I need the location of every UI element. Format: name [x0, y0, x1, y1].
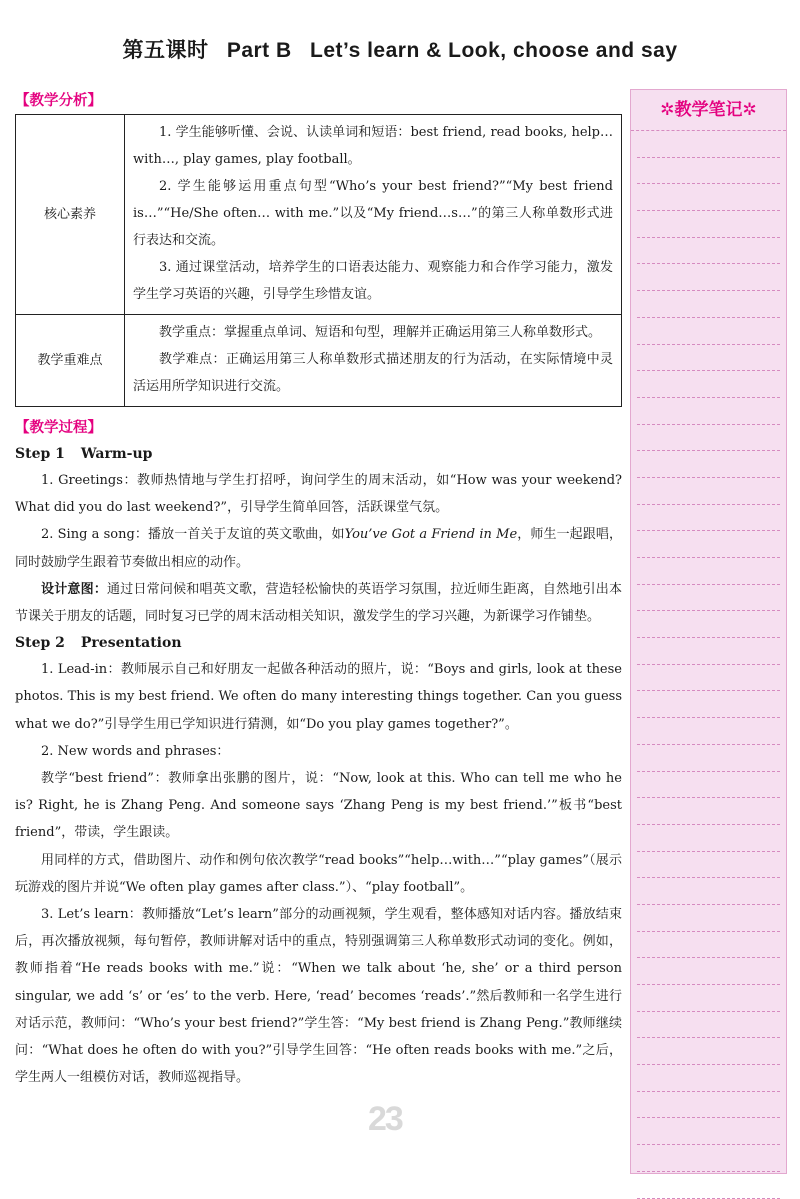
- note-line: [637, 425, 780, 452]
- objective-2: 2. 学生能够运用重点句型“Who’s your best friend?”“My best friend is…”“He/She often… with me.”以及“My friend…s…”的第三人称单数形式进行表达和交流。: [133, 179, 613, 248]
- note-line: [637, 745, 780, 772]
- note-line: [637, 1038, 780, 1065]
- key-point: 教学重点：掌握重点单词、短语和句型，理解并正确运用第三人称单数形式。: [159, 325, 602, 340]
- table-row: [16, 315, 622, 407]
- process-heading: 【教学过程】: [15, 420, 102, 436]
- page-number: 23: [368, 1100, 402, 1138]
- note-line: [637, 878, 780, 905]
- note-line: [637, 238, 780, 265]
- note-line: [637, 291, 780, 318]
- note-line: [637, 772, 780, 799]
- lesson-number: 第五课时: [122, 39, 209, 62]
- note-line: [637, 852, 780, 879]
- main-content: [15, 88, 622, 1091]
- analysis-table: [15, 114, 622, 407]
- note-line: [637, 825, 780, 852]
- note-line: [637, 531, 780, 558]
- note-line: [637, 611, 780, 638]
- note-line: [637, 478, 780, 505]
- note-line: [637, 184, 780, 211]
- note-line: [637, 665, 780, 692]
- step-2-name: Presentation: [80, 635, 182, 652]
- note-line: [637, 1145, 780, 1172]
- song-intro: 2. Sing a song：播放一首关于友谊的英文歌曲，如: [41, 527, 345, 543]
- note-lines: [631, 131, 786, 1199]
- note-line: [637, 398, 780, 425]
- note-line: [637, 985, 780, 1012]
- note-line: [637, 505, 780, 532]
- song-title: You’ve Got a Friend in Me: [344, 527, 518, 543]
- objective-3: 3. 通过课堂活动，培养学生的口语表达能力、观察能力和合作学习能力，激发学生学习英语的兴趣，引导学生珍惜友谊。: [133, 260, 613, 302]
- note-line: [637, 451, 780, 478]
- notes-title: ✲教学笔记✲: [631, 90, 786, 131]
- lesson-title: [0, 34, 800, 64]
- step-2-label: Step 2: [15, 635, 65, 652]
- note-line: [637, 1012, 780, 1039]
- note-line: [637, 958, 780, 985]
- note-line: [637, 558, 780, 585]
- step-2-best-friend: 教学“best friend”：教师拿出张鹏的图片，说：“Now, look at this. Who can tell me who he is? Right, he is Zhang Peng. And someone says ‘Zhang Peng is my best friend.’”板书“best friend”，带读，学生跟读。: [15, 771, 622, 841]
- step-1-label: Step 1: [15, 446, 65, 462]
- note-line: [637, 1065, 780, 1092]
- note-line: [637, 905, 780, 932]
- step-2-new-words: 2. New words and phrases：: [41, 743, 230, 759]
- row-label-key-points: 教学重难点: [16, 315, 125, 407]
- note-line: [637, 798, 780, 825]
- row-content-core-literacy: [125, 115, 622, 315]
- step-1-design-intent: [15, 576, 622, 630]
- teaching-notes-panel: [630, 89, 787, 1174]
- note-line: [637, 131, 780, 158]
- note-line: [637, 718, 780, 745]
- note-line: [637, 371, 780, 398]
- lesson-part: Part B: [226, 39, 292, 62]
- song-outro: ，师生一起跟唱，同时鼓励学生跟着节奏做出相应的动作。: [15, 527, 622, 570]
- note-line: [637, 318, 780, 345]
- row-label-core-literacy: 核心素养: [16, 115, 125, 315]
- step-2-lead-in: 1. Lead-in：教师展示自己和好朋友一起做各种活动的照片，说：“Boys and girls, look at these photos. This is my best friend. We often do many interesting things together. Can you guess what we do?”引导学生用已学知识进行猜测，如“Do you play games together?”。: [15, 662, 622, 732]
- note-line: [637, 264, 780, 291]
- design-intent-label: 设计意图：: [41, 581, 108, 597]
- table-row: [16, 115, 622, 315]
- note-line: [637, 1092, 780, 1119]
- note-line: [637, 638, 780, 665]
- note-line: [637, 211, 780, 238]
- step-1-song: [15, 521, 622, 575]
- note-line: [637, 932, 780, 959]
- note-line: [637, 158, 780, 185]
- note-line: [637, 1172, 780, 1199]
- objective-1: 1. 学生能够听懂、会说、认读单词和短语：best friend, read books, help…with…, play games, play football。: [133, 125, 613, 167]
- step-1-name: Warm-up: [80, 446, 153, 462]
- design-intent-text: 通过日常问候和唱英文歌，营造轻松愉快的英语学习氛围，拉近师生距离，自然地引出本节课关于朋友的话题，同时复习已学的周末活动相关知识，激发学生的学习兴趣，为新课学习作铺垫。: [15, 581, 622, 625]
- note-line: [637, 1118, 780, 1145]
- step-1-greetings: 1. Greetings：教师热情地与学生打招呼，询问学生的周末活动，如“How was your weekend? What did you do last weekend?”，引导学生简单回答，活跃课堂气氛。: [15, 473, 622, 516]
- step-2-lets-learn: 3. Let’s learn：教师播放“Let’s learn”部分的动画视频，学生观看，整体感知对话内容。播放结束后，再次播放视频，每句暂停，教师讲解对话中的重点，特别强调第三人称单数形式动词的变化。例如，教师指着“He reads books with me.”说：“When we talk about ‘he, she’ or a third person singular, we add ‘s’ or ‘es’ to the verb. Here, ‘read’ becomes ‘reads’.”然后教师和一名学生进行对话示范，教师问：“Who’s your best friend?”学生答：“My best friend is Zhang Peng.”教师继续问：“What does he often do with you?”引导学生回答：“He often reads books with me.”之后，学生两人一组模仿对话，教师巡视指导。: [15, 907, 622, 1086]
- step-2-other-phrases: 用同样的方式，借助图片、动作和例句依次教学“read books”“help…with…”“play games”（展示玩游戏的图片并说“We often play games after class.”）、“play football”。: [15, 852, 622, 895]
- note-line: [637, 585, 780, 612]
- analysis-heading: 【教学分析】: [15, 93, 102, 109]
- note-line: [637, 345, 780, 372]
- row-content-key-points: [125, 315, 622, 407]
- lesson-topic: Let’s learn & Look, choose and say: [310, 39, 678, 62]
- step-1-heading: [15, 441, 622, 467]
- step-2-heading: [15, 630, 622, 656]
- note-line: [637, 691, 780, 718]
- difficult-point: 教学难点：正确运用第三人称单数形式描述朋友的行为活动，在实际情境中灵活运用所学知识进行交流。: [133, 352, 613, 394]
